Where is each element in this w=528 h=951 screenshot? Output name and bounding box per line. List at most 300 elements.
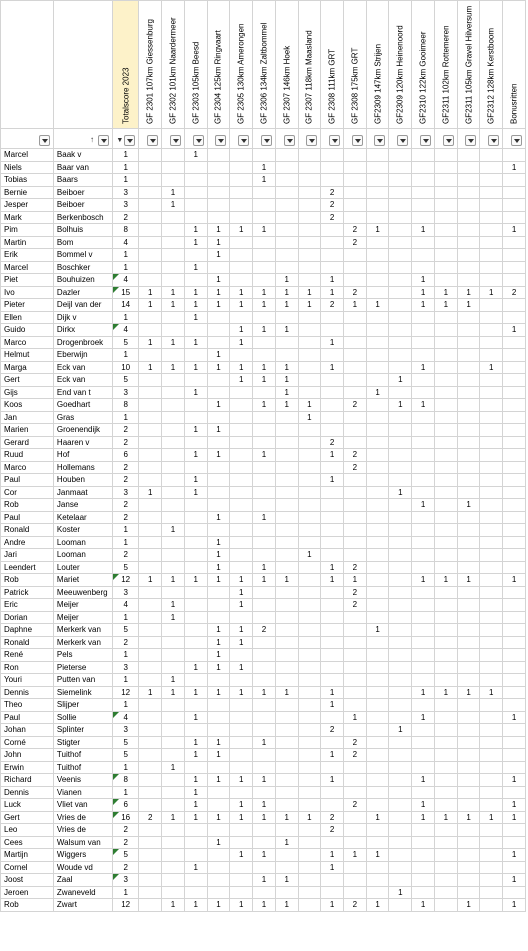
score-cell[interactable] [298,661,321,674]
score-cell[interactable] [275,261,298,274]
last-name-cell[interactable]: Woude vd [53,861,112,874]
score-cell[interactable] [162,561,185,574]
score-cell[interactable] [298,486,321,499]
score-cell[interactable] [162,661,185,674]
score-cell[interactable] [253,474,276,487]
score-cell[interactable] [298,386,321,399]
score-cell[interactable] [298,211,321,224]
score-cell[interactable]: 1 [184,361,207,374]
score-cell[interactable] [139,861,162,874]
last-name-cell[interactable]: Sollie [53,711,112,724]
score-cell[interactable]: 1 [184,486,207,499]
score-cell[interactable] [298,199,321,212]
score-cell[interactable] [389,899,412,912]
score-cell[interactable]: 1 [321,686,344,699]
score-cell[interactable] [389,786,412,799]
header-event[interactable] [503,1,526,129]
score-cell[interactable] [139,424,162,437]
score-cell[interactable] [184,586,207,599]
score-cell[interactable] [480,349,503,362]
first-name-cell[interactable]: Piet [1,274,54,287]
score-cell[interactable]: 1 [253,561,276,574]
score-cell[interactable] [457,774,480,787]
score-cell[interactable]: 1 [230,324,253,337]
score-cell[interactable] [344,211,367,224]
score-cell[interactable] [366,736,389,749]
score-cell[interactable]: 1 [207,636,230,649]
score-cell[interactable] [230,499,253,512]
header-event[interactable] [230,1,253,129]
score-cell[interactable] [366,199,389,212]
score-cell[interactable] [434,874,457,887]
score-cell[interactable] [321,886,344,899]
total-score-cell[interactable]: 1 [112,249,138,262]
score-cell[interactable] [230,699,253,712]
last-name-cell[interactable]: Wiggers [53,849,112,862]
score-cell[interactable] [344,786,367,799]
last-name-cell[interactable]: Groenendijk [53,424,112,437]
score-cell[interactable] [389,236,412,249]
first-name-cell[interactable]: Rob [1,899,54,912]
score-cell[interactable] [366,886,389,899]
last-name-cell[interactable]: Deijl van der [53,299,112,312]
score-cell[interactable] [480,711,503,724]
score-cell[interactable] [184,824,207,837]
score-cell[interactable] [321,149,344,162]
score-cell[interactable] [412,549,435,562]
last-name-cell[interactable]: Dirkx [53,324,112,337]
score-cell[interactable] [457,761,480,774]
last-name-cell[interactable]: Veenis [53,774,112,787]
filter-dropdown-icon[interactable] [306,135,317,146]
score-cell[interactable] [275,861,298,874]
score-cell[interactable] [230,511,253,524]
score-cell[interactable] [298,511,321,524]
total-score-cell[interactable]: 2 [112,836,138,849]
score-cell[interactable]: 1 [253,874,276,887]
last-name-cell[interactable]: Drogenbroek [53,336,112,349]
score-cell[interactable]: 1 [321,274,344,287]
score-cell[interactable] [298,736,321,749]
score-cell[interactable]: 1 [344,711,367,724]
score-cell[interactable]: 1 [344,299,367,312]
score-cell[interactable] [253,349,276,362]
score-cell[interactable] [344,161,367,174]
score-cell[interactable] [389,761,412,774]
score-cell[interactable] [162,249,185,262]
score-cell[interactable] [162,424,185,437]
score-cell[interactable] [298,249,321,262]
score-cell[interactable] [344,836,367,849]
score-cell[interactable] [321,486,344,499]
score-cell[interactable] [253,636,276,649]
score-cell[interactable] [457,411,480,424]
score-cell[interactable] [412,586,435,599]
total-score-cell[interactable]: 6 [112,449,138,462]
score-cell[interactable] [480,624,503,637]
score-cell[interactable] [457,174,480,187]
total-score-cell[interactable]: 2 [112,211,138,224]
score-cell[interactable] [503,449,526,462]
score-cell[interactable] [184,524,207,537]
score-cell[interactable] [298,899,321,912]
score-cell[interactable] [275,249,298,262]
score-cell[interactable] [480,649,503,662]
score-cell[interactable] [275,749,298,762]
last-name-cell[interactable]: Baak v [53,149,112,162]
score-cell[interactable] [184,499,207,512]
last-name-cell[interactable]: Louter [53,561,112,574]
score-cell[interactable] [366,261,389,274]
first-name-cell[interactable]: Paul [1,511,54,524]
score-cell[interactable]: 1 [389,399,412,412]
score-cell[interactable] [480,274,503,287]
score-cell[interactable]: 1 [230,849,253,862]
score-cell[interactable]: 1 [275,386,298,399]
score-cell[interactable] [275,499,298,512]
score-cell[interactable] [344,186,367,199]
score-cell[interactable] [503,499,526,512]
score-cell[interactable]: 1 [184,311,207,324]
score-cell[interactable]: 1 [321,574,344,587]
score-cell[interactable]: 2 [344,286,367,299]
score-cell[interactable] [207,886,230,899]
score-cell[interactable]: 1 [184,424,207,437]
score-cell[interactable] [298,349,321,362]
score-cell[interactable] [162,211,185,224]
first-name-cell[interactable]: Koos [1,399,54,412]
score-cell[interactable] [434,861,457,874]
score-cell[interactable] [434,174,457,187]
score-cell[interactable] [139,436,162,449]
score-cell[interactable] [207,174,230,187]
score-cell[interactable] [412,699,435,712]
score-cell[interactable] [275,336,298,349]
last-name-cell[interactable]: Hollemans [53,461,112,474]
score-cell[interactable] [480,736,503,749]
score-cell[interactable] [366,824,389,837]
score-cell[interactable] [321,386,344,399]
score-cell[interactable]: 1 [321,849,344,862]
total-score-cell[interactable]: 3 [112,486,138,499]
score-cell[interactable] [412,524,435,537]
score-cell[interactable] [480,199,503,212]
score-cell[interactable] [139,349,162,362]
score-cell[interactable] [253,236,276,249]
sort-ascending-filter-icon[interactable] [98,135,109,146]
score-cell[interactable]: 1 [207,736,230,749]
score-cell[interactable] [389,261,412,274]
score-cell[interactable] [275,711,298,724]
score-cell[interactable]: 1 [230,624,253,637]
score-cell[interactable] [503,724,526,737]
score-cell[interactable] [503,686,526,699]
score-cell[interactable]: 1 [480,286,503,299]
score-cell[interactable]: 1 [139,686,162,699]
score-cell[interactable] [503,636,526,649]
score-cell[interactable]: 1 [230,686,253,699]
score-cell[interactable] [253,261,276,274]
score-cell[interactable]: 1 [503,324,526,337]
score-cell[interactable]: 1 [457,899,480,912]
score-cell[interactable] [457,311,480,324]
score-cell[interactable] [366,286,389,299]
filter-dropdown-icon[interactable] [443,135,454,146]
score-cell[interactable] [457,436,480,449]
score-cell[interactable] [366,549,389,562]
score-cell[interactable] [366,511,389,524]
score-cell[interactable]: 1 [457,574,480,587]
score-cell[interactable] [366,449,389,462]
score-cell[interactable] [389,574,412,587]
total-score-cell[interactable]: 1 [112,411,138,424]
score-cell[interactable] [344,374,367,387]
score-cell[interactable] [230,524,253,537]
score-cell[interactable] [275,161,298,174]
score-cell[interactable]: 1 [321,861,344,874]
score-cell[interactable] [389,249,412,262]
score-cell[interactable] [503,299,526,312]
score-cell[interactable] [298,649,321,662]
score-cell[interactable] [434,849,457,862]
header-totalscore[interactable] [112,1,138,129]
score-cell[interactable] [253,149,276,162]
score-cell[interactable] [366,436,389,449]
score-cell[interactable] [230,186,253,199]
score-cell[interactable] [366,374,389,387]
first-name-cell[interactable]: Cees [1,836,54,849]
score-cell[interactable]: 1 [253,286,276,299]
score-cell[interactable] [207,586,230,599]
score-cell[interactable] [503,749,526,762]
score-cell[interactable] [207,599,230,612]
score-cell[interactable] [184,761,207,774]
total-score-cell[interactable]: 6 [112,799,138,812]
filter-dropdown-icon[interactable] [374,135,385,146]
score-cell[interactable] [412,311,435,324]
score-cell[interactable] [457,661,480,674]
score-cell[interactable] [298,374,321,387]
score-cell[interactable] [503,649,526,662]
score-cell[interactable] [184,836,207,849]
score-cell[interactable]: 1 [207,811,230,824]
score-cell[interactable]: 1 [207,511,230,524]
score-cell[interactable] [434,799,457,812]
score-cell[interactable] [503,861,526,874]
score-cell[interactable] [321,236,344,249]
score-cell[interactable] [434,886,457,899]
total-score-cell[interactable]: 1 [112,349,138,362]
score-cell[interactable] [298,874,321,887]
score-cell[interactable] [412,561,435,574]
header-event[interactable] [207,1,230,129]
score-cell[interactable]: 1 [503,849,526,862]
score-cell[interactable] [480,611,503,624]
score-cell[interactable] [207,874,230,887]
score-cell[interactable] [503,311,526,324]
first-name-cell[interactable]: Gerard [1,436,54,449]
last-name-cell[interactable]: Pels [53,649,112,662]
first-name-cell[interactable]: Patrick [1,586,54,599]
score-cell[interactable] [366,149,389,162]
score-cell[interactable] [298,336,321,349]
score-cell[interactable] [139,774,162,787]
score-cell[interactable] [275,349,298,362]
total-score-cell[interactable]: 1 [112,611,138,624]
score-cell[interactable] [298,711,321,724]
score-cell[interactable]: 2 [344,749,367,762]
score-cell[interactable]: 1 [412,899,435,912]
last-name-cell[interactable]: Bolhuis [53,224,112,237]
score-cell[interactable] [344,361,367,374]
score-cell[interactable] [480,399,503,412]
score-cell[interactable] [389,799,412,812]
score-cell[interactable] [275,886,298,899]
score-cell[interactable]: 1 [434,811,457,824]
score-cell[interactable] [457,449,480,462]
total-score-cell[interactable]: 8 [112,399,138,412]
score-cell[interactable] [434,386,457,399]
score-cell[interactable] [389,286,412,299]
score-cell[interactable] [184,324,207,337]
score-cell[interactable] [275,536,298,549]
score-cell[interactable]: 1 [480,686,503,699]
score-cell[interactable] [139,736,162,749]
last-name-cell[interactable]: Dazler [53,286,112,299]
score-cell[interactable] [139,699,162,712]
score-cell[interactable] [412,411,435,424]
score-cell[interactable] [139,899,162,912]
first-name-cell[interactable]: Marien [1,424,54,437]
score-cell[interactable]: 1 [412,224,435,237]
score-cell[interactable] [412,424,435,437]
score-cell[interactable] [139,674,162,687]
score-cell[interactable] [230,874,253,887]
score-cell[interactable] [298,324,321,337]
score-cell[interactable] [366,174,389,187]
score-cell[interactable]: 2 [321,199,344,212]
score-cell[interactable]: 1 [434,299,457,312]
score-cell[interactable] [366,211,389,224]
score-cell[interactable] [139,511,162,524]
score-cell[interactable]: 1 [434,286,457,299]
score-cell[interactable]: 1 [366,849,389,862]
last-name-cell[interactable]: Stigter [53,736,112,749]
score-cell[interactable]: 1 [366,899,389,912]
score-cell[interactable] [412,474,435,487]
score-cell[interactable]: 1 [139,299,162,312]
score-cell[interactable] [503,174,526,187]
score-cell[interactable] [480,574,503,587]
score-cell[interactable] [162,699,185,712]
score-cell[interactable] [503,699,526,712]
last-name-cell[interactable]: Merkerk van [53,636,112,649]
score-cell[interactable] [275,736,298,749]
score-cell[interactable] [503,674,526,687]
score-cell[interactable] [344,336,367,349]
score-cell[interactable] [434,836,457,849]
score-cell[interactable] [503,761,526,774]
total-score-cell[interactable]: 5 [112,336,138,349]
score-cell[interactable] [139,761,162,774]
score-cell[interactable] [389,499,412,512]
score-cell[interactable] [184,724,207,737]
last-name-cell[interactable]: Baar van [53,161,112,174]
score-cell[interactable] [344,424,367,437]
score-cell[interactable] [412,211,435,224]
score-cell[interactable] [298,849,321,862]
filter-cell-event[interactable] [139,129,162,149]
score-cell[interactable] [412,261,435,274]
score-cell[interactable] [139,711,162,724]
score-cell[interactable]: 1 [480,361,503,374]
score-cell[interactable] [321,461,344,474]
score-cell[interactable] [366,611,389,624]
score-cell[interactable] [434,236,457,249]
header-first-name[interactable] [1,1,54,129]
score-cell[interactable]: 1 [412,274,435,287]
total-score-cell[interactable]: 1 [112,311,138,324]
score-cell[interactable] [275,461,298,474]
score-cell[interactable] [139,474,162,487]
score-cell[interactable] [389,186,412,199]
filter-dropdown-icon[interactable] [39,135,50,146]
score-cell[interactable]: 1 [275,399,298,412]
score-cell[interactable] [480,724,503,737]
last-name-cell[interactable]: Zaal [53,874,112,887]
score-cell[interactable]: 2 [344,799,367,812]
score-cell[interactable] [230,424,253,437]
score-cell[interactable]: 2 [321,824,344,837]
first-name-cell[interactable]: Jari [1,549,54,562]
total-score-cell[interactable]: 2 [112,824,138,837]
first-name-cell[interactable]: Ron [1,661,54,674]
score-cell[interactable] [298,886,321,899]
score-cell[interactable] [184,174,207,187]
score-cell[interactable] [162,711,185,724]
score-cell[interactable] [139,224,162,237]
score-cell[interactable] [162,374,185,387]
total-score-cell[interactable]: 12 [112,686,138,699]
score-cell[interactable] [389,861,412,874]
score-cell[interactable]: 1 [230,299,253,312]
score-cell[interactable] [457,149,480,162]
score-cell[interactable] [434,449,457,462]
score-cell[interactable] [321,624,344,637]
score-cell[interactable]: 1 [412,286,435,299]
score-cell[interactable] [184,549,207,562]
score-cell[interactable] [344,261,367,274]
score-cell[interactable] [457,161,480,174]
score-cell[interactable]: 2 [321,811,344,824]
score-cell[interactable] [253,199,276,212]
score-cell[interactable] [480,336,503,349]
score-cell[interactable] [503,361,526,374]
score-cell[interactable] [503,199,526,212]
score-cell[interactable]: 1 [184,574,207,587]
score-cell[interactable] [412,674,435,687]
score-cell[interactable] [480,699,503,712]
score-cell[interactable] [162,174,185,187]
score-cell[interactable] [207,486,230,499]
score-cell[interactable]: 1 [503,874,526,887]
score-cell[interactable] [434,461,457,474]
score-cell[interactable] [389,774,412,787]
score-cell[interactable]: 1 [412,399,435,412]
score-cell[interactable] [230,449,253,462]
score-cell[interactable] [139,599,162,612]
score-cell[interactable] [480,211,503,224]
